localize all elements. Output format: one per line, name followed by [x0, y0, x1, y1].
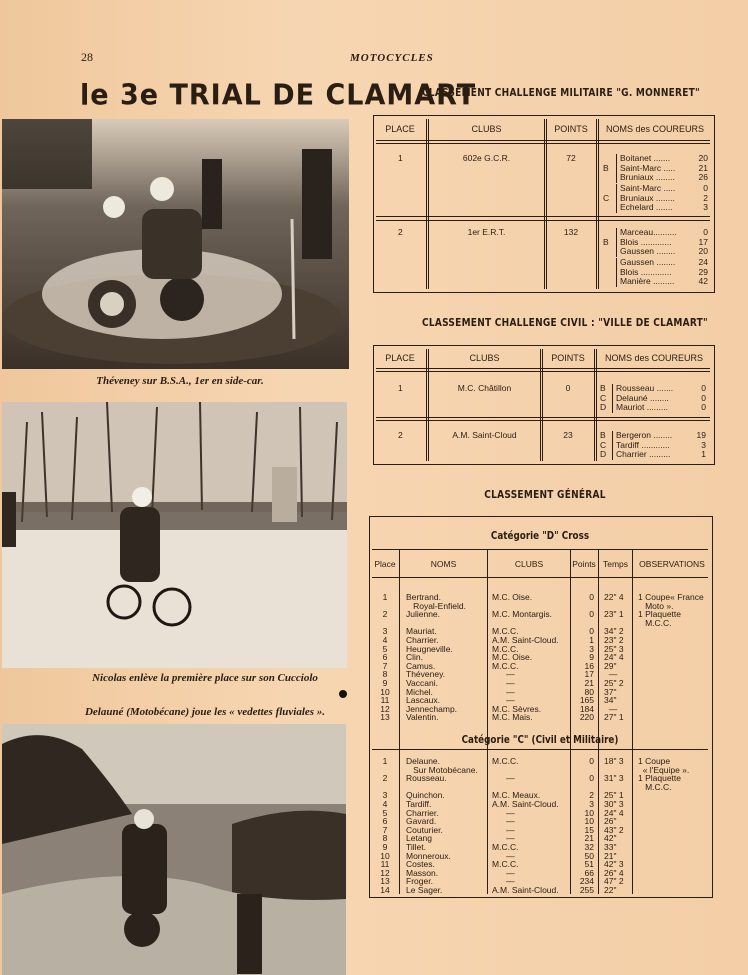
photo-fluvial-image [2, 724, 346, 975]
cat-d-places: 1 2 3 4 5 6 7 8 9 10 11 12 13 [380, 592, 390, 723]
civ-row1-letters: B C D [600, 383, 607, 412]
civ-header-noms: NOMS des COUREURS [604, 353, 703, 363]
cat-c-obs: 1 Coupe « l'Equipe ». 1 Plaquette M.C.C. [638, 756, 690, 792]
gen-header-temps: Temps [602, 559, 629, 569]
cat-d-title: Catégorie "D" Cross [490, 529, 590, 542]
cat-c-places: 1 2 3 4 5 6 7 8 9 10 11 12 13 14 [380, 756, 390, 895]
article-title: le 3e TRIAL DE CLAMART [80, 79, 477, 112]
mil-row1-club: 602e G.C.R. [462, 153, 511, 163]
photo-cucciolo [2, 402, 347, 668]
cat-c-clubs: M.C.C. — M.C. Meaux. A.M. Saint-Cloud. — — — — M.C.C. — M.C.C. — — A.M. Saint-Cloud. [492, 756, 559, 895]
photo-sidecar [2, 119, 349, 369]
mil-row1-place: 1 [398, 153, 403, 163]
mil-row1-g2-letter: C [603, 193, 610, 203]
cat-c-points: 0 0 2 3 10 10 15 21 32 50 51 66 234 255 [579, 756, 594, 895]
militaire-title: CLASSEMENT CHALLENGE MILITAIRE "G. MONNERET" [422, 86, 700, 99]
gen-header-place: Place [374, 559, 396, 569]
mil-header-points: POINTS [554, 124, 588, 134]
caption-delaune: Delauné (Motobécane) joue les « vedettes fluviales ». [84, 706, 326, 718]
mil-row1-g2-names: Saint-Marc ..... Bruniaux ........ Echelard ....... [616, 184, 675, 213]
photo-sidecar-image [2, 119, 349, 369]
mil-row2-g1-pts: 0 17 20 [698, 227, 708, 256]
civil-table [373, 345, 715, 465]
cat-c-times: 18" 3 31" 3 25" 1 30" 3 24" 4 26" 43" 2 42" 33" 21" 42" 3 26" 4 47" 2 22" [604, 756, 624, 895]
gen-header-obs: OBSERVATIONS [639, 559, 705, 569]
mil-row1-points: 72 [566, 153, 576, 163]
general-title: CLASSEMENT GÉNÉRAL [484, 488, 606, 501]
civ-row2-place: 2 [398, 430, 403, 440]
cat-c-names: Delaune. Sur Motobécane. Rousseau. Quinchon. Tardiff. Charrier. Gavard. Couturier. Letang Tillet. Monneroux. Costes. Masson. Froger. Le Sager. [406, 756, 478, 895]
gen-header-clubs: CLUBS [514, 559, 544, 569]
page-number: 28 [81, 50, 93, 64]
militaire-table [373, 115, 715, 293]
cat-d-clubs: M.C. Oise. M.C. Montargis. M.C.C. A.M. Saint-Cloud. M.C.C. M.C. Oise. M.C.C. — — — — M.C. Sèvres. M.C. Mais. [492, 592, 559, 723]
civ-header-place: PLACE [385, 353, 415, 363]
civ-row1-club: M.C. Châtillon [457, 383, 512, 393]
mil-row2-g1-names: Marceau.......... Blois ............. Gaussen ........ [616, 228, 677, 257]
running-head: MOTOCYCLES [350, 52, 434, 64]
civ-row1-pts: 0 0 0 [701, 383, 706, 412]
mil-row1-g1-letter: B [603, 163, 609, 173]
civ-row2-letters: B C D [600, 430, 607, 459]
mil-row2-g2-pts: 24 29 42 [698, 257, 708, 286]
mil-row2-g1-letter: B [603, 237, 609, 247]
photo-cucciolo-image [2, 402, 347, 668]
civ-row2-club: A.M. Saint-Cloud [452, 430, 517, 440]
caption-cucciolo: Nicolas enlève la première place sur son Cucciolo [92, 672, 318, 684]
civ-row1-points: 0 [565, 383, 571, 393]
civil-title: CLASSEMENT CHALLENGE CIVIL : "VILLE DE CLAMART" [422, 316, 708, 329]
gen-header-points: Points [572, 559, 596, 569]
mil-row2-points: 132 [563, 227, 579, 237]
civ-row2-names: Bergeron ........ Tardiff ............ Charrier ......... [612, 431, 672, 460]
civ-header-clubs: CLUBS [469, 353, 500, 363]
cat-d-times: 22" 4 23" 1 34" 2 23" 2 25" 3 24" 4 29" — 25" 2 37" 34" — 27" 1 [604, 592, 624, 723]
cat-d-points: 0 0 0 1 3 9 16 17 21 80 165 184 220 [579, 592, 594, 723]
general-table [369, 516, 713, 898]
mil-row1-g2-pts: 0 2 3 [703, 183, 708, 212]
civ-row2-points: 23 [563, 430, 573, 440]
civ-row2-pts: 19 3 1 [696, 430, 706, 459]
cat-d-names: Bertrand. Royal-Enfield. Julienne. Mauriat. Charrier. Heugneville. Clin. Camus. Théveney. Vaccani. Michel. Lascaux. Jennechamp. Valentin. [406, 592, 466, 723]
gen-header-noms: NOMS [430, 559, 457, 569]
mil-row2-g2-names: Gaussen ........ Blois ............. Manière ......... [616, 258, 675, 287]
mil-header-clubs: CLUBS [471, 124, 502, 134]
civ-row1-names: Rousseau ....... Delauné ........ Mauriot ......... [612, 384, 673, 413]
cat-c-title: Catégorie "C" (Civil et Militaire) [461, 733, 619, 746]
civ-row1-place: 1 [398, 383, 403, 393]
caption-sidecar: Théveney sur B.S.A., 1er en side-car. [96, 375, 264, 387]
mil-row1-g1-names: Boitanet ....... Saint-Marc ..... Bruniaux ........ [616, 154, 675, 183]
cat-d-obs: 1 Coupe« France Moto ». 1 Plaquette M.C.C. [638, 592, 704, 628]
mil-header-place: PLACE [385, 124, 415, 134]
mil-header-noms: NOMS des COUREURS [605, 124, 704, 134]
mil-row1-g1-pts: 20 21 26 [698, 153, 708, 182]
mil-row2-place: 2 [398, 227, 403, 237]
photo-fluvial [2, 724, 346, 975]
mil-row2-club: 1er E.R.T. [467, 227, 506, 237]
civ-header-points: POINTS [551, 353, 585, 363]
bullet-icon [339, 690, 347, 698]
